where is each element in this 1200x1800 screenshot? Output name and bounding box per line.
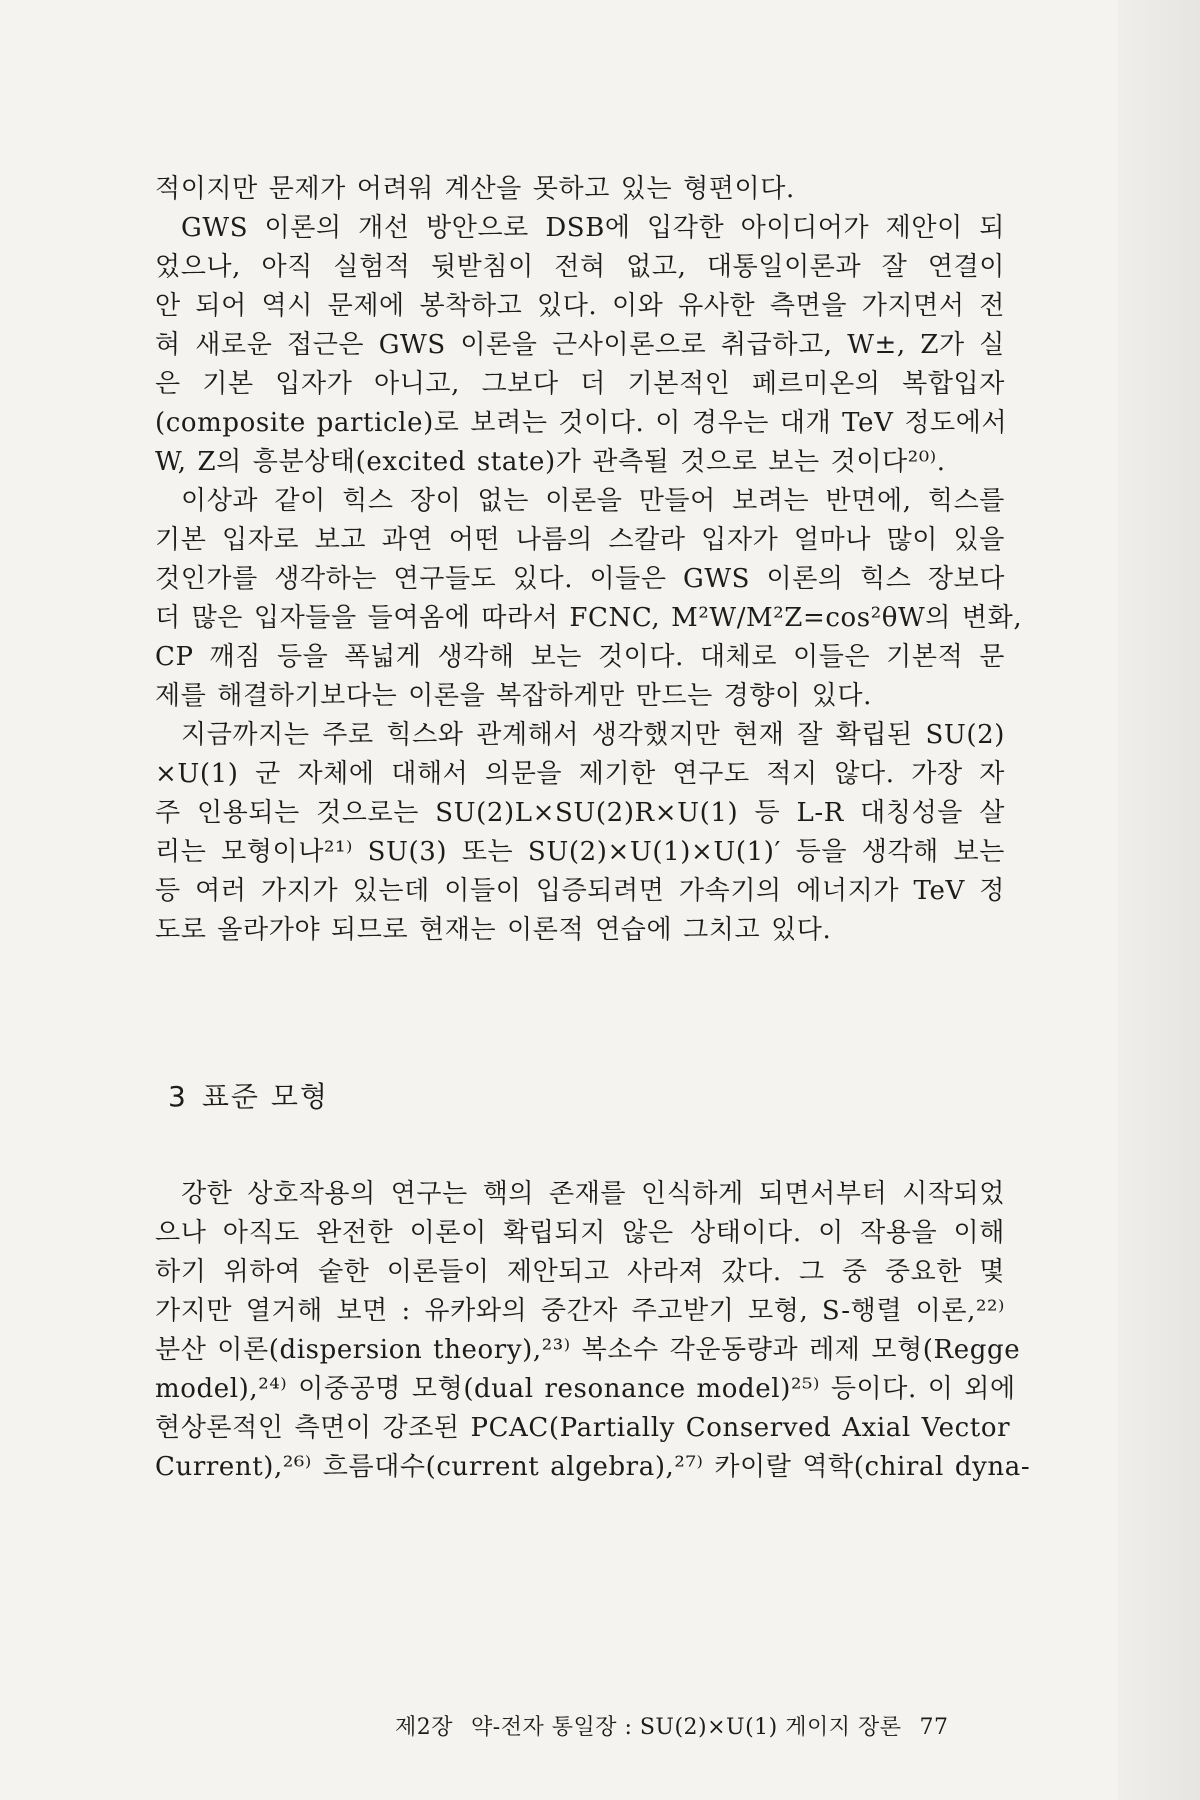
section-heading <box>168 1075 343 1115</box>
text-line: 었으나, 아직 실험적 뒷받침이 전혀 없고, 대통일이론과 잘 연결이 <box>155 252 1005 282</box>
body-text-bottom <box>155 1175 1031 1487</box>
text-line: 강한 상호작용의 연구는 핵의 존재를 인식하게 되면서부터 시작되었 <box>181 1179 1005 1209</box>
page-number: 77 <box>919 1715 949 1740</box>
text-line: 등 여러 가지가 있는데 이들이 입증되려면 가속기의 에너지가 TeV 정 <box>155 876 1005 906</box>
text-line: ×U(1) 군 자체에 대해서 의문을 제기한 연구도 적지 않다. 가장 자 <box>155 759 1005 789</box>
text-line: model),²⁴⁾ 이중공명 모형(dual resonance model)²⁵⁾ 등이다. 이 외에 <box>155 1374 1016 1404</box>
text-line: 하기 위하여 숱한 이론들이 제안되고 사라져 갔다. 그 중 중요한 몇 <box>155 1257 1005 1287</box>
text-line: 이상과 같이 힉스 장이 없는 이론을 만들어 보려는 반면에, 힉스를 <box>181 486 1005 516</box>
text-line: 기본 입자로 보고 과연 어떤 나름의 스칼라 입자가 얼마나 많이 있을 <box>155 525 1005 555</box>
text-line: 으나 아직도 완전한 이론이 확립되지 않은 상태이다. 이 작용을 이해 <box>155 1218 1005 1248</box>
section-title: 표준 모형 <box>201 1080 329 1114</box>
body-text-top <box>155 170 1023 950</box>
text-line: 분산 이론(dispersion theory),²³⁾ 복소수 각운동량과 레제 모형(Regge <box>155 1335 1021 1365</box>
text-line: 도로 올라가야 되므로 현재는 이론적 연습에 그치고 있다. <box>155 915 832 945</box>
text-line: 주 인용되는 것으로는 SU(2)L×SU(2)R×U(1) 등 L-R 대칭성을 살 <box>155 798 1005 828</box>
footer-title: 약-전자 통일장 : SU(2)×U(1) 게이지 장론 <box>471 1715 902 1740</box>
footer-chapter: 제2장 <box>395 1715 454 1740</box>
text-line: 더 많은 입자들을 들여옴에 따라서 FCNC, M²W/M²Z=cos²θW의 변화, <box>155 603 1023 633</box>
text-line: 은 기본 입자가 아니고, 그보다 더 기본적인 페르미온의 복합입자 <box>155 369 1005 399</box>
text-line: 가지만 열거해 보면 : 유카와의 중간자 주고받기 모형, S-행렬 이론,²²⁾ <box>155 1296 1005 1326</box>
text-line: GWS 이론의 개선 방안으로 DSB에 입각한 아이디어가 제안이 되 <box>181 213 1005 243</box>
text-line: W, Z의 흥분상태(excited state)가 관측될 것으로 보는 것이다²⁰⁾. <box>155 447 946 477</box>
section-number: 3 <box>168 1080 188 1114</box>
text-line: 리는 모형이나²¹⁾ SU(3) 또는 SU(2)×U(1)×U(1)′ 등을 생각해 보는 <box>155 837 1005 867</box>
text-line: CP 깨짐 등을 폭넓게 생각해 보는 것이다. 대체로 이들은 기본적 문 <box>155 642 1005 672</box>
page-footer <box>395 1710 949 1741</box>
text-line: Current),²⁶⁾ 흐름대수(current algebra),²⁷⁾ 카이랄 역학(chiral dyna- <box>155 1452 1031 1482</box>
text-line: 안 되어 역시 문제에 봉착하고 있다. 이와 유사한 측면을 가지면서 전 <box>155 291 1005 321</box>
page-edge-shadow <box>1118 0 1200 1800</box>
text-line: 혀 새로운 접근은 GWS 이론을 근사이론으로 취급하고, W±, Z가 실 <box>155 330 1005 360</box>
text-line: 것인가를 생각하는 연구들도 있다. 이들은 GWS 이론의 힉스 장보다 <box>155 564 1005 594</box>
text-line: (composite particle)로 보려는 것이다. 이 경우는 대개 TeV 정도에서 <box>155 408 1008 438</box>
text-line: 적이지만 문제가 어려워 계산을 못하고 있는 형편이다. <box>155 174 795 204</box>
text-line: 지금까지는 주로 힉스와 관계해서 생각했지만 현재 잘 확립된 SU(2) <box>181 720 1005 750</box>
text-line: 제를 해결하기보다는 이론을 복잡하게만 만드는 경향이 있다. <box>155 681 872 711</box>
text-line: 현상론적인 측면이 강조된 PCAC(Partially Conserved Axial Vector <box>155 1413 1011 1443</box>
